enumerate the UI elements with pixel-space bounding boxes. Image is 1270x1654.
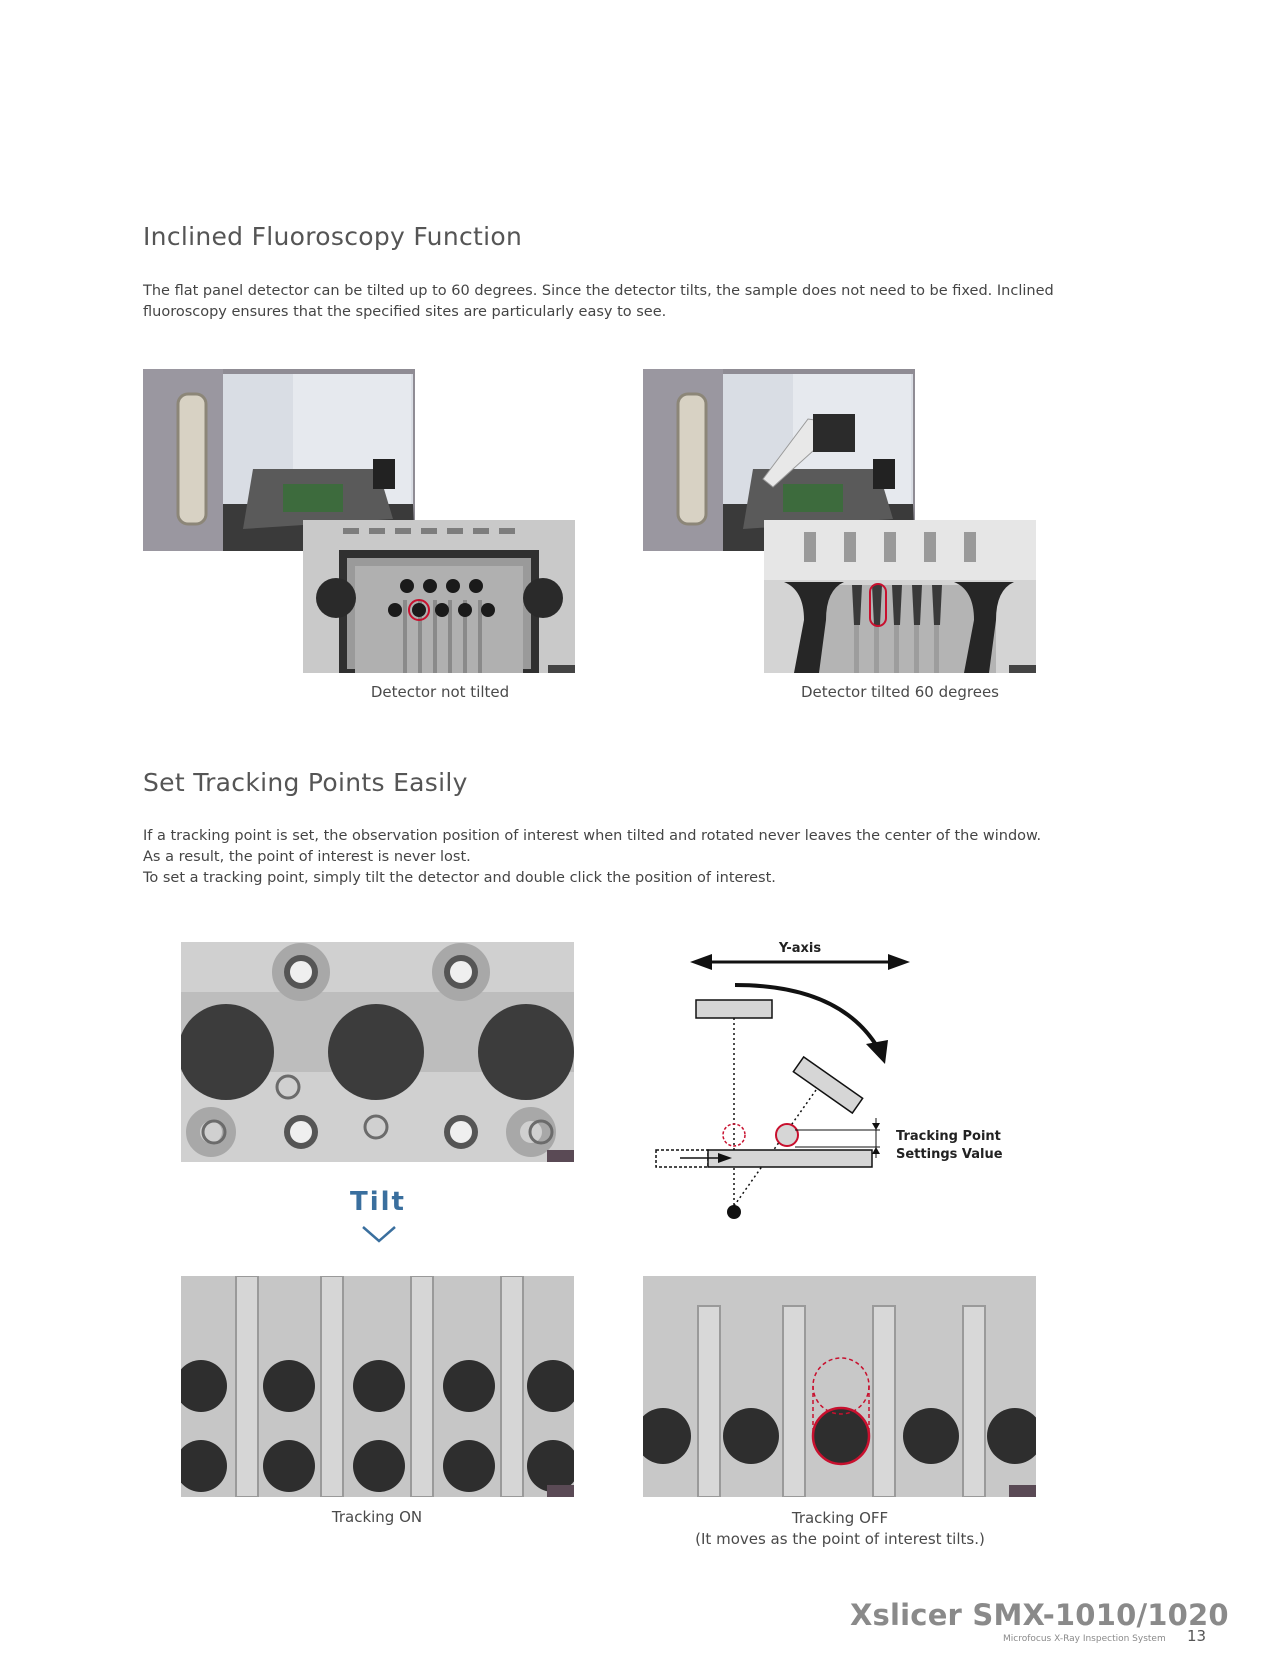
paragraph-line: If a tracking point is set, the observation position of interest when tilted and rotated never leaves the center of the window. <box>143 828 1042 844</box>
product-subtitle: Microfocus X-Ray Inspection System <box>1003 1634 1166 1644</box>
product-title: Xslicer SMX-1010/1020 <box>850 1598 1229 1632</box>
tracking-diagram <box>640 930 1040 1220</box>
tilt-label: Tilt <box>350 1187 406 1217</box>
section-heading-inclined-fluoroscopy: Inclined Fluoroscopy Function <box>143 222 523 251</box>
caption-detector-tilted: Detector tilted 60 degrees <box>801 683 999 701</box>
xray-image-tracking-off <box>643 1276 1036 1497</box>
chevron-down-icon <box>361 1224 397 1248</box>
paragraph-line: fluoroscopy ensures that the specified sites are particularly easy to see. <box>143 304 667 320</box>
section-intro-paragraph <box>143 281 1083 323</box>
xray-image-not-tilted <box>303 520 575 673</box>
caption-tracking-off <box>640 1508 1040 1550</box>
paragraph-line: To set a tracking point, simply tilt the detector and double click the position of interest. <box>143 870 776 886</box>
caption-detector-not-tilted: Detector not tilted <box>370 683 510 701</box>
page-number: 13 <box>1187 1627 1207 1645</box>
tracking-point-label-line1: Tracking Point <box>896 1129 1001 1144</box>
section-heading-tracking-points: Set Tracking Points Easily <box>143 768 468 797</box>
caption-line: (It moves as the point of interest tilts.) <box>695 1530 985 1548</box>
tracking-paragraph <box>143 826 1103 889</box>
caption-line: Tracking OFF <box>791 1509 889 1527</box>
caption-tracking-on: Tracking ON <box>331 1508 423 1526</box>
paragraph-line: The flat panel detector can be tilted up to 60 degrees. Since the detector tilts, the sample does not need to be fixed. Inclined <box>143 283 1054 299</box>
paragraph-line: As a result, the point of interest is never lost. <box>143 849 471 865</box>
xray-image-tilted-60 <box>764 520 1036 673</box>
xray-image-tracking-on <box>181 1276 574 1497</box>
tracking-point-label-line2: Settings Value <box>896 1147 1003 1162</box>
xray-image-before-tilt <box>181 942 574 1162</box>
y-axis-label: Y-axis <box>778 941 822 956</box>
